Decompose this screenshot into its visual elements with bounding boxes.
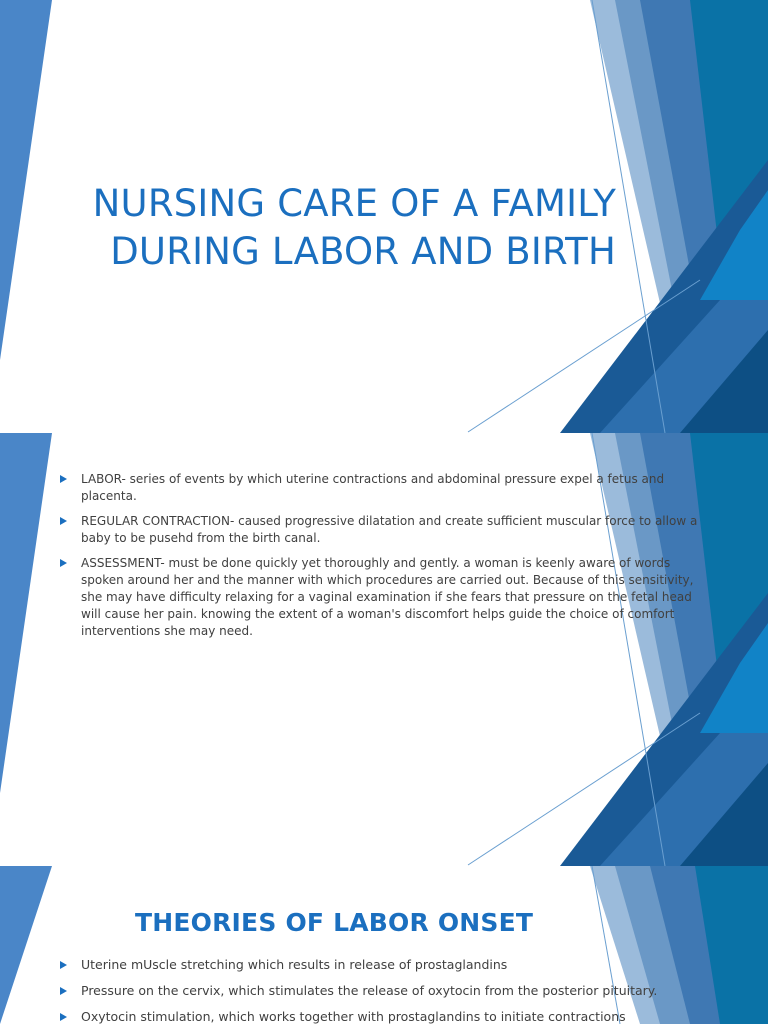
bullet-text: ASSESSMENT- must be done quickly yet thoroughly and gently. a woman is keenly aware of words spoken around her and the manner with which procedures are carried out. Because of this sensitivity, she may have difficulty relaxing for a vaginal examination if she fears that pressure on the fetal head will cause her pain. knowing the extent of a woman's discomfort helps guide the choice of comfort interventions she may need. <box>81 556 694 638</box>
list-item <box>60 982 720 1000</box>
bullet-list <box>60 956 720 1024</box>
slide-3 <box>0 866 768 1024</box>
slide-1 <box>0 0 768 433</box>
bullet-arrow-icon <box>60 475 67 483</box>
list-item <box>60 555 710 640</box>
bullet-list <box>60 471 710 648</box>
list-item <box>60 513 710 547</box>
list-item <box>60 1008 720 1024</box>
list-item <box>60 956 720 974</box>
bullet-text: Uterine mUscle stretching which results in release of prostaglandins <box>81 957 508 972</box>
slide-2 <box>0 433 768 866</box>
title-line-1: NURSING CARE OF A FAMILY <box>92 182 616 225</box>
bullet-arrow-icon <box>60 517 67 525</box>
bullet-arrow-icon <box>60 559 67 567</box>
list-item <box>60 471 710 505</box>
bullet-text: Oxytocin stimulation, which works together with prostaglandins to initiate contractions <box>81 1009 626 1024</box>
bullet-arrow-icon <box>60 1013 67 1021</box>
bullet-text: LABOR- series of events by which uterine contractions and abdominal pressure expel a fetus and placenta. <box>81 472 665 503</box>
bullet-text: Pressure on the cervix, which stimulates the release of oxytocin from the posterior pituitary. <box>81 983 658 998</box>
slide-title: THEORIES OF LABOR ONSET <box>135 908 534 937</box>
title-line-2: DURING LABOR AND BIRTH <box>110 230 616 273</box>
slide-title <box>60 180 616 276</box>
bullet-arrow-icon <box>60 961 67 969</box>
bullet-text: REGULAR CONTRACTION- caused progressive dilatation and create sufficient muscular force to allow a baby to be pusehd from the birth canal. <box>81 514 698 545</box>
bullet-arrow-icon <box>60 987 67 995</box>
